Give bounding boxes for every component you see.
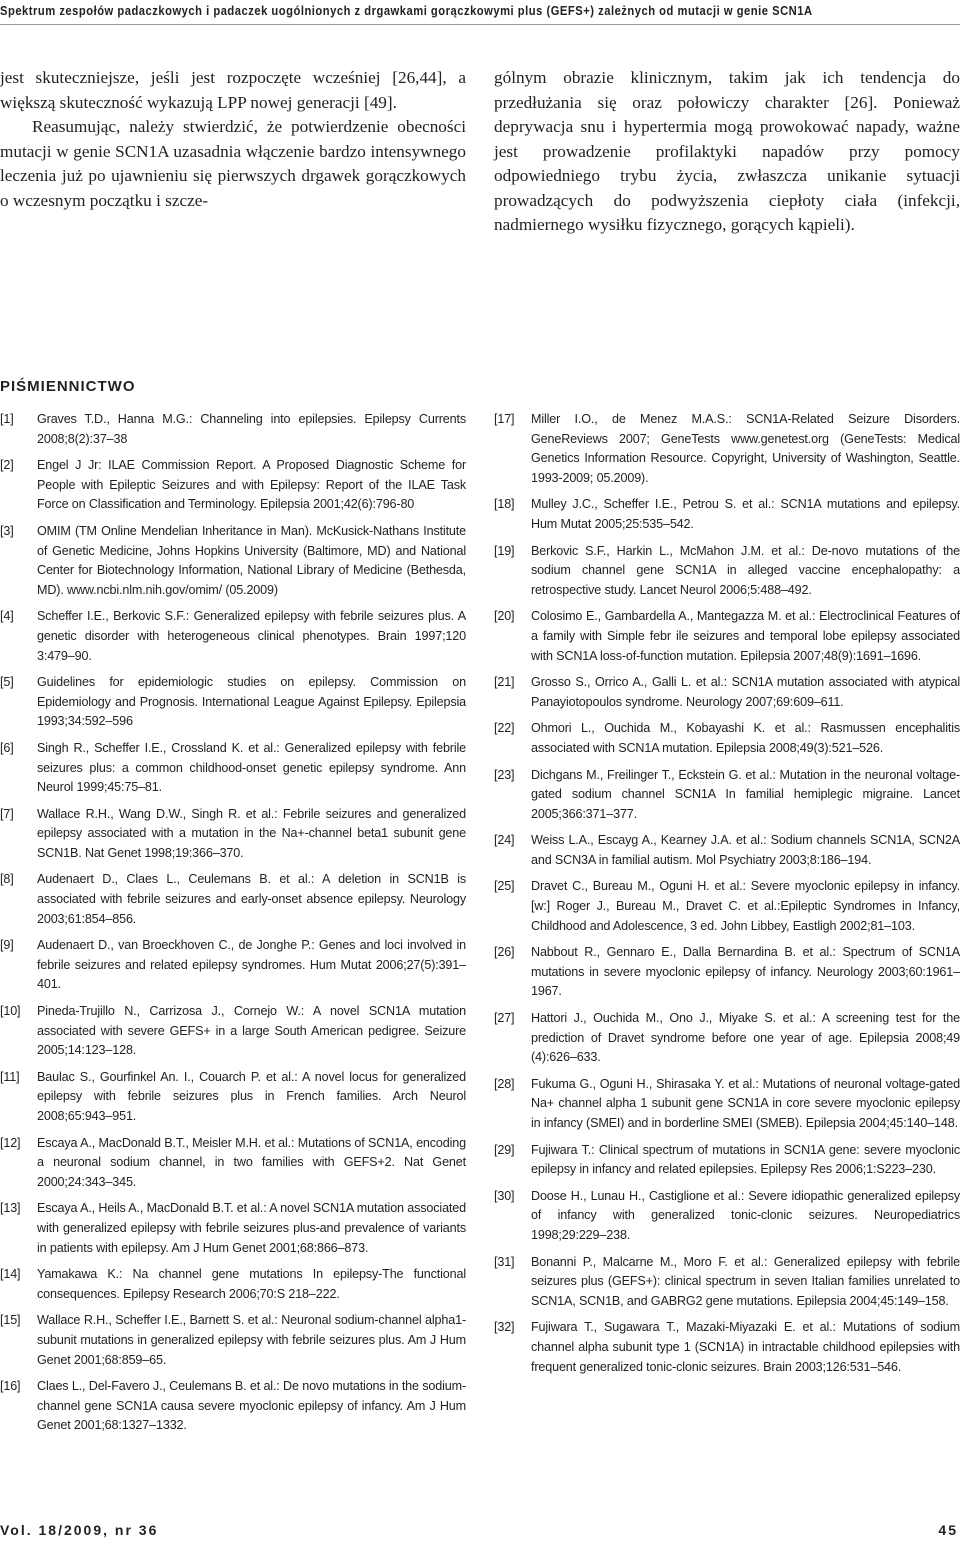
reference-item: [0, 1377, 466, 1436]
reference-number: [9]: [0, 938, 14, 953]
reference-text: Berkovic S.F., Harkin L., McMahon J.M. et al.: De-novo mutations of the sodium channel gene SCN1A in alleged vaccine encephalopathy: a retrospective study. Lancet Neurol 2006;5:488–492.: [531, 543, 960, 597]
reference-item: [494, 877, 960, 936]
reference-number: [26]: [494, 945, 515, 960]
reference-text: OMIM (TM Online Mendelian Inheritance in Man). McKusick-Nathans Institute of Genetic Medicine, Johns Hopkins University (Baltimore, MD) and National Center for Biotechnology Information, National Library of Medicine (Bethesda, MD). www.ncbi.nlm.nih.gov/omim/ (05.2009): [37, 523, 466, 597]
reference-item: [494, 943, 960, 1002]
body-paragraph: Reasumując, należy stwierdzić, że potwierdzenie obecności mutacji w genie SCN1A uzasadnia włączenie bardzo intensywnego leczenia już po ujawnieniu się pierwszych drgawek gorączkowych o wczesnym początku i szcze-: [0, 117, 466, 210]
reference-item: [494, 673, 960, 712]
page-number: 45: [938, 1522, 958, 1538]
body-paragraph: gólnym obrazie klinicznym, takim jak ich tendencja do przedłużania się oraz połowiczy charakter [26]. Ponieważ deprywacja snu i hypertermia mogą prowokować napady, ważne jest prowadzenie profilaktyki napadów przy pomocy odpowiedniego trybu życia, zwłaszcza unikanie sytuacji prowadzących do podwyższenia ciepłoty ciała (infekcji, nadmiernego wysiłku fizycznego, gorących kąpieli).: [494, 68, 960, 234]
reference-text: Dravet C., Bureau M., Oguni H. et al.: Severe myoclonic epilepsy in infancy. [w:] Roger J., Bureau M., Dravet C. et al.:Epileptic Syndromes in Infancy, Childhood and Adolescence, 3 ed. John Libbey, Eastligh 2002;81–103.: [531, 879, 960, 933]
reference-item: [0, 1265, 466, 1304]
reference-item: [0, 1311, 466, 1370]
reference-number: [15]: [0, 1313, 21, 1328]
reference-number: [23]: [494, 767, 515, 782]
reference-number: [16]: [0, 1379, 21, 1394]
reference-text: Escaya A., Heils A., MacDonald B.T. et al.: A novel SCN1A mutation associated with generalized epilepsy with febrile seizures plus-and prevalence of variants in patients with epilepsy. Am J Hum Genet 2001;68:866–873.: [37, 1201, 466, 1255]
reference-item: [494, 1187, 960, 1246]
reference-number: [7]: [0, 806, 14, 821]
reference-text: Hattori J., Ouchida M., Ono J., Miyake S. et al.: A screening test for the prediction of Dravet syndrome before one year of age. Epilepsia 2008;49 (4):626–633.: [531, 1011, 960, 1065]
reference-item: [494, 1253, 960, 1312]
reference-number: [18]: [494, 497, 515, 512]
reference-text: Yamakawa K.: Na channel gene mutations In epilepsy-The functional consequences. Epilepsy Research 2006;70:S 218–222.: [37, 1267, 466, 1301]
reference-number: [5]: [0, 675, 14, 690]
reference-text: Baulac S., Gourfinkel An. I., Couarch P. et al.: A novel locus for generalized epilepsy with febrile seizures plus in French families. Arch Neurol 2008;65:943–951.: [37, 1069, 466, 1123]
reference-number: [2]: [0, 458, 14, 473]
reference-text: Singh R., Scheffer I.E., Crossland K. et al.: Generalized epilepsy with febrile seizures plus: a common childhood-onset genetic epilepsy syndrome. Ann Neurol 1999;45:75–81.: [37, 740, 466, 795]
header-divider: [0, 24, 960, 25]
reference-item: [0, 1068, 466, 1127]
reference-text: Nabbout R., Gennaro E., Dalla Bernardina B. et al.: Spectrum of SCN1A mutations in severe myoclonic epilepsy of infancy. Neurology 2003;60:1961–1967.: [531, 945, 960, 999]
reference-text: Colosimo E., Gambardella A., Mantegazza M. et al.: Electroclinical Features of a family with Simple febr ile seizures and temporal lobe epilepsy associated with SCN1A loss-of-function mutation. Epilepsia 2007;48(9):1691–1696.: [531, 609, 960, 663]
reference-number: [31]: [494, 1254, 515, 1269]
reference-item: [494, 831, 960, 870]
reference-number: [20]: [494, 609, 515, 624]
reference-text: Fujiwara T.: Clinical spectrum of mutations in SCN1A gene: severe myoclonic epilepsy in infancy and related epilepsies. Epilepsy Res 2006;1:S223–230.: [531, 1142, 960, 1177]
reference-text: Guidelines for epidemiologic studies on epilepsy. Commission on Epidemiology and Prognosis. International League Against Epilepsy. Epilepsia 1993;34:592–596: [37, 675, 466, 729]
reference-item: [494, 542, 960, 601]
reference-number: [14]: [0, 1267, 21, 1282]
reference-text: Pineda-Trujillo N., Carrizosa J., Cornejo W.: A novel SCN1A mutation associated with severe GEFS+ in a large South American pedigree. Seizure 2005;14:123–128.: [37, 1004, 466, 1058]
reference-item: [494, 495, 960, 534]
reference-number: [30]: [494, 1188, 515, 1203]
reference-text: Audenaert D., van Broeckhoven C., de Jonghe P.: Genes and loci involved in febrile seizures and related epilepsy syndromes. Hum Mutat 2006;27(5):391–401.: [37, 938, 466, 992]
reference-item: [494, 410, 960, 488]
reference-number: [3]: [0, 523, 14, 538]
reference-item: [0, 1199, 466, 1258]
reference-text: Claes L., Del-Favero J., Ceulemans B. et al.: De novo mutations in the sodium-channel gene SCN1A causa severe myoclonic epilepsy of infancy. Am J Hum Genet 2001;68:1327–1332.: [37, 1379, 466, 1433]
body-column-right: [494, 66, 960, 238]
reference-number: [12]: [0, 1135, 21, 1150]
running-head: Spektrum zespołów padaczkowych i padaczek uogólnionych z drgawkami gorączkowymi plus (GEFS+) zależnych od mutacji w genie SCN1A: [0, 3, 813, 18]
reference-item: [0, 936, 466, 995]
reference-number: [11]: [0, 1069, 20, 1084]
body-column-left: [0, 66, 466, 213]
reference-number: [24]: [494, 833, 515, 848]
reference-item: [494, 1075, 960, 1134]
reference-number: [32]: [494, 1320, 515, 1335]
reference-text: Grosso S., Orrico A., Galli L. et al.: SCN1A mutation associated with atypical Panayiotopoulos syndrome. Neurology 2007;69:609–611.: [531, 675, 960, 709]
reference-text: Miller I.O., de Menez M.A.S.: SCN1A-Related Seizure Disorders. GeneReviews 2007; GeneTests www.genetest.org (GeneTests: Medical Genetics Information Resource. Copyright, University of Washington, Seattle. 1993-2009; 05.2009).: [531, 412, 960, 485]
reference-number: [6]: [0, 740, 14, 755]
reference-text: Mulley J.C., Scheffer I.E., Petrou S. et al.: SCN1A mutations and epilepsy. Hum Mutat 2005;25:535–542.: [531, 497, 960, 531]
reference-text: Doose H., Lunau H., Castiglione et al.: Severe idiopathic generalized epilepsy of infancy with generalized tonic-clonic seizures. Neuropediatrics 1998;29:229–238.: [531, 1188, 960, 1242]
references-column-left: [0, 410, 466, 1443]
reference-number: [10]: [0, 1004, 21, 1019]
reference-text: Wallace R.H., Wang D.W., Singh R. et al.: Febrile seizures and generalized epilepsy associated with a mutation in the Na+-channel beta1 subunit gene SCN1B. Nat Genet 1998;19:366–370.: [37, 806, 466, 860]
reference-text: Bonanni P., Malcarne M., Moro F. et al.: Generalized epilepsy with febrile seizures plus (GEFS+): clinical spectrum in seven Italian families unrelated to SCN1A, SCN1B, and GABRG2 gene mutations. Epilepsia 2004;45:149–158.: [531, 1254, 960, 1308]
reference-text: Audenaert D., Claes L., Ceulemans B. et al.: A deletion in SCN1B is associated with febrile seizures and early-onset absence epilepsy. Neurology 2003;61:854–856.: [37, 872, 466, 926]
body-paragraph: jest skuteczniejsze, jeśli jest rozpoczęte wcześniej [26,44], a większą skuteczność wykazują LPP nowej generacji [49].: [0, 68, 466, 112]
reference-item: [494, 719, 960, 758]
reference-item: [0, 739, 466, 798]
reference-number: [8]: [0, 872, 14, 887]
reference-number: [27]: [494, 1011, 515, 1026]
references-heading: PIŚMIENNICTWO: [0, 378, 136, 395]
reference-item: [494, 1141, 960, 1180]
reference-item: [0, 1134, 466, 1193]
reference-item: [0, 410, 466, 449]
reference-number: [29]: [494, 1142, 515, 1157]
reference-number: [13]: [0, 1201, 21, 1216]
reference-text: Wallace R.H., Scheffer I.E., Barnett S. et al.: Neuronal sodium-channel alpha1-subunit mutations in generalized epilepsy with febrile seizures plus. Am J Hum Genet 2001;68:859–65.: [37, 1313, 466, 1367]
reference-text: Fujiwara T., Sugawara T., Mazaki-Miyazaki E. et al.: Mutations of sodium channel alpha subunit type 1 (SCN1A) in intractable childhood epilepsies with frequent generalized tonic-clonic seizures. Brain 2003;126:531–546.: [531, 1320, 960, 1374]
footer-volume: Vol. 18/2009, nr 36: [0, 1522, 159, 1538]
reference-text: Escaya A., MacDonald B.T., Meisler M.H. et al.: Mutations of SCN1A, encoding a neuronal sodium channel, in two families with GEFS+2. Nat Genet 2000;24:343–345.: [37, 1135, 466, 1189]
reference-number: [21]: [494, 675, 515, 690]
reference-item: [494, 607, 960, 666]
reference-item: [0, 456, 466, 515]
reference-number: [1]: [0, 412, 14, 426]
reference-item: [0, 673, 466, 732]
reference-text: Graves T.D., Hanna M.G.: Channeling into epilepsies. Epilepsy Currents 2008;8(2):37–38: [37, 412, 466, 446]
reference-item: [0, 1002, 466, 1061]
reference-number: [22]: [494, 721, 515, 736]
reference-item: [494, 766, 960, 825]
reference-item: [0, 805, 466, 864]
reference-text: Fukuma G., Oguni H., Shirasaka Y. et al.: Mutations of neuronal voltage-gated Na+ channel alpha 1 subunit gene SCN1A in core severe myoclonic epilepsy in infancy (SMEI) and in borderline SMEI (SMEB). Epilepsia 2004;45:140–148.: [531, 1076, 960, 1130]
reference-item: [494, 1318, 960, 1377]
reference-item: [0, 607, 466, 666]
reference-item: [0, 522, 466, 600]
reference-text: Scheffer I.E., Berkovic S.F.: Generalized epilepsy with febrile seizures plus. A genetic disorder with heterogeneous clinical phenotypes. Brain 1997;120 3:479–90.: [37, 609, 466, 663]
reference-text: Ohmori L., Ouchida M., Kobayashi K. et al.: Rasmussen encephalitis associated with SCN1A mutation. Epilepsia 2008;49(3):521–526.: [531, 721, 960, 755]
reference-number: [28]: [494, 1076, 515, 1091]
reference-text: Engel J Jr: ILAE Commission Report. A Proposed Diagnostic Scheme for People with Epileptic Seizures and with Epilepsy: Report of the ILAE Task Force on Classification and Terminology. Epilepsia 2001;42(6):796-80: [37, 458, 466, 512]
reference-item: [0, 870, 466, 929]
reference-number: [17]: [494, 412, 515, 426]
reference-item: [494, 1009, 960, 1068]
reference-text: Dichgans M., Freilinger T., Eckstein G. et al.: Mutation in the neuronal voltage-gated sodium channel SCN1A In familial hemiplegic migraine. Lancet 2005;366:371–377.: [531, 767, 960, 821]
reference-number: [19]: [494, 543, 515, 558]
reference-number: [25]: [494, 879, 515, 894]
reference-number: [4]: [0, 609, 14, 624]
references-column-right: [494, 410, 960, 1384]
reference-text: Weiss L.A., Escayg A., Kearney J.A. et al.: Sodium channels SCN1A, SCN2A and SCN3A in familial autism. Mol Psychiatry 2003;8:186–194.: [531, 833, 960, 867]
